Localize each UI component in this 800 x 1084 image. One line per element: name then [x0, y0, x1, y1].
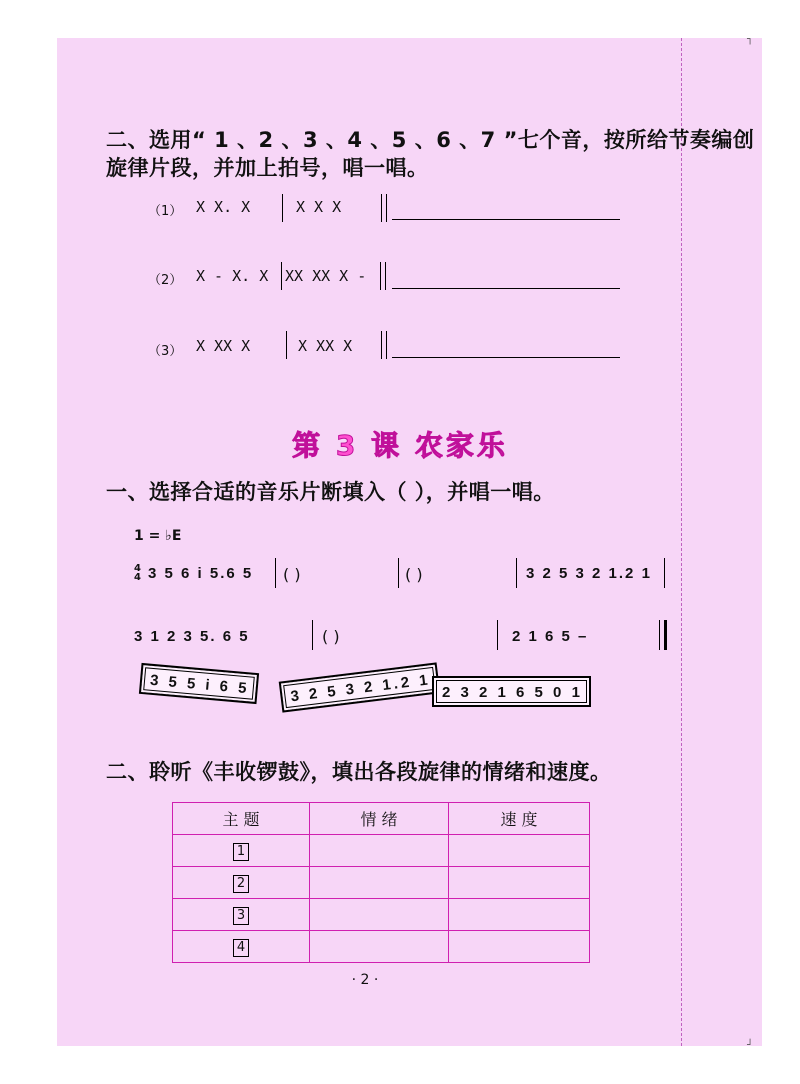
final-bar-line — [664, 620, 667, 650]
rhythm-part: X XX X — [196, 337, 251, 355]
bar-line — [386, 194, 387, 222]
choice-card-1[interactable]: 3 5 5 i 6 5 — [139, 663, 259, 704]
section-heading-cont: 旋律片段，并加上拍号，唱一唱。 — [106, 156, 429, 180]
theme-cell: 3 — [173, 899, 310, 931]
page-number: · 2 · — [351, 972, 379, 988]
section-heading: 一、选择合适的音乐片断填入（ ），并唱一唱。 — [106, 480, 555, 504]
speed-cell[interactable] — [449, 899, 590, 931]
choice-card-2[interactable]: 3 2 5 3 2 1.2 1 — [279, 662, 441, 712]
blank-paren[interactable]: ( ) — [322, 627, 340, 646]
blank-paren[interactable]: ( ) — [283, 565, 301, 584]
bar-line — [312, 620, 313, 650]
item-number: （2） — [148, 273, 183, 288]
crop-mark: ┘ — [747, 1040, 754, 1051]
bar-line — [381, 194, 382, 222]
mood-cell[interactable] — [310, 931, 449, 963]
section-heading: 二、选用“ 1 、2 、3 、4 、5 、6 、7 ”七个音，按所给节奏编创 — [106, 128, 755, 152]
melody-notes: 3 5 6 i 5.6 5 — [148, 565, 254, 582]
bar-line — [497, 620, 498, 650]
col-header-speed: 速 度 — [449, 803, 590, 835]
bar-line — [282, 194, 283, 222]
tempo-mood-table — [172, 802, 590, 963]
bar-line — [381, 331, 382, 359]
theme-cell: 2 — [173, 867, 310, 899]
bar-line — [286, 331, 287, 359]
blank-paren[interactable]: ( ) — [405, 565, 423, 584]
mood-cell[interactable] — [310, 835, 449, 867]
key-signature: 1 = ♭E — [134, 528, 182, 544]
rhythm-part: X - X. X — [196, 267, 269, 285]
theme-cell: 4 — [173, 931, 310, 963]
bar-line — [281, 262, 282, 290]
bar-line — [516, 558, 517, 588]
bar-line — [385, 262, 386, 290]
speed-cell[interactable] — [449, 835, 590, 867]
mood-cell[interactable] — [310, 867, 449, 899]
speed-cell[interactable] — [449, 867, 590, 899]
table-row — [173, 931, 590, 963]
bar-line — [380, 262, 381, 290]
col-header-mood: 情 绪 — [310, 803, 449, 835]
crop-mark: ┐ — [747, 34, 754, 45]
table-row — [173, 867, 590, 899]
item-number: （1） — [148, 204, 183, 219]
choice-card-3[interactable]: 2 3 2 1 6 5 0 1 — [432, 676, 591, 707]
lesson-title: 第 3 课 农家乐 — [292, 429, 508, 462]
mood-cell[interactable] — [310, 899, 449, 931]
bar-line — [664, 558, 665, 588]
melody-notes: 3 2 5 3 2 1.2 1 — [526, 565, 652, 582]
answer-line[interactable] — [392, 288, 620, 289]
item-number: （3） — [148, 344, 183, 359]
speed-cell[interactable] — [449, 931, 590, 963]
bar-line — [659, 620, 660, 650]
rhythm-part: X XX X — [298, 337, 353, 355]
melody-notes: 3 1 2 3 5. 6 5 — [134, 628, 250, 645]
section-heading: 二、聆听《丰收锣鼓》，填出各段旋律的情绪和速度。 — [106, 760, 612, 784]
rhythm-part: X X X — [296, 198, 342, 216]
answer-line[interactable] — [392, 357, 620, 358]
rhythm-part: XX XX X - — [285, 267, 367, 285]
rhythm-part: X X. X — [196, 198, 251, 216]
table-row — [173, 899, 590, 931]
table-row — [173, 835, 590, 867]
time-signature: 4 4 — [134, 563, 141, 583]
answer-line[interactable] — [392, 219, 620, 220]
theme-cell: 1 — [173, 835, 310, 867]
binding-dashed-line — [681, 38, 682, 1046]
melody-notes: 2 1 6 5 – — [512, 628, 589, 645]
bar-line — [398, 558, 399, 588]
bar-line — [386, 331, 387, 359]
col-header-theme: 主 题 — [173, 803, 310, 835]
bar-line — [275, 558, 276, 588]
